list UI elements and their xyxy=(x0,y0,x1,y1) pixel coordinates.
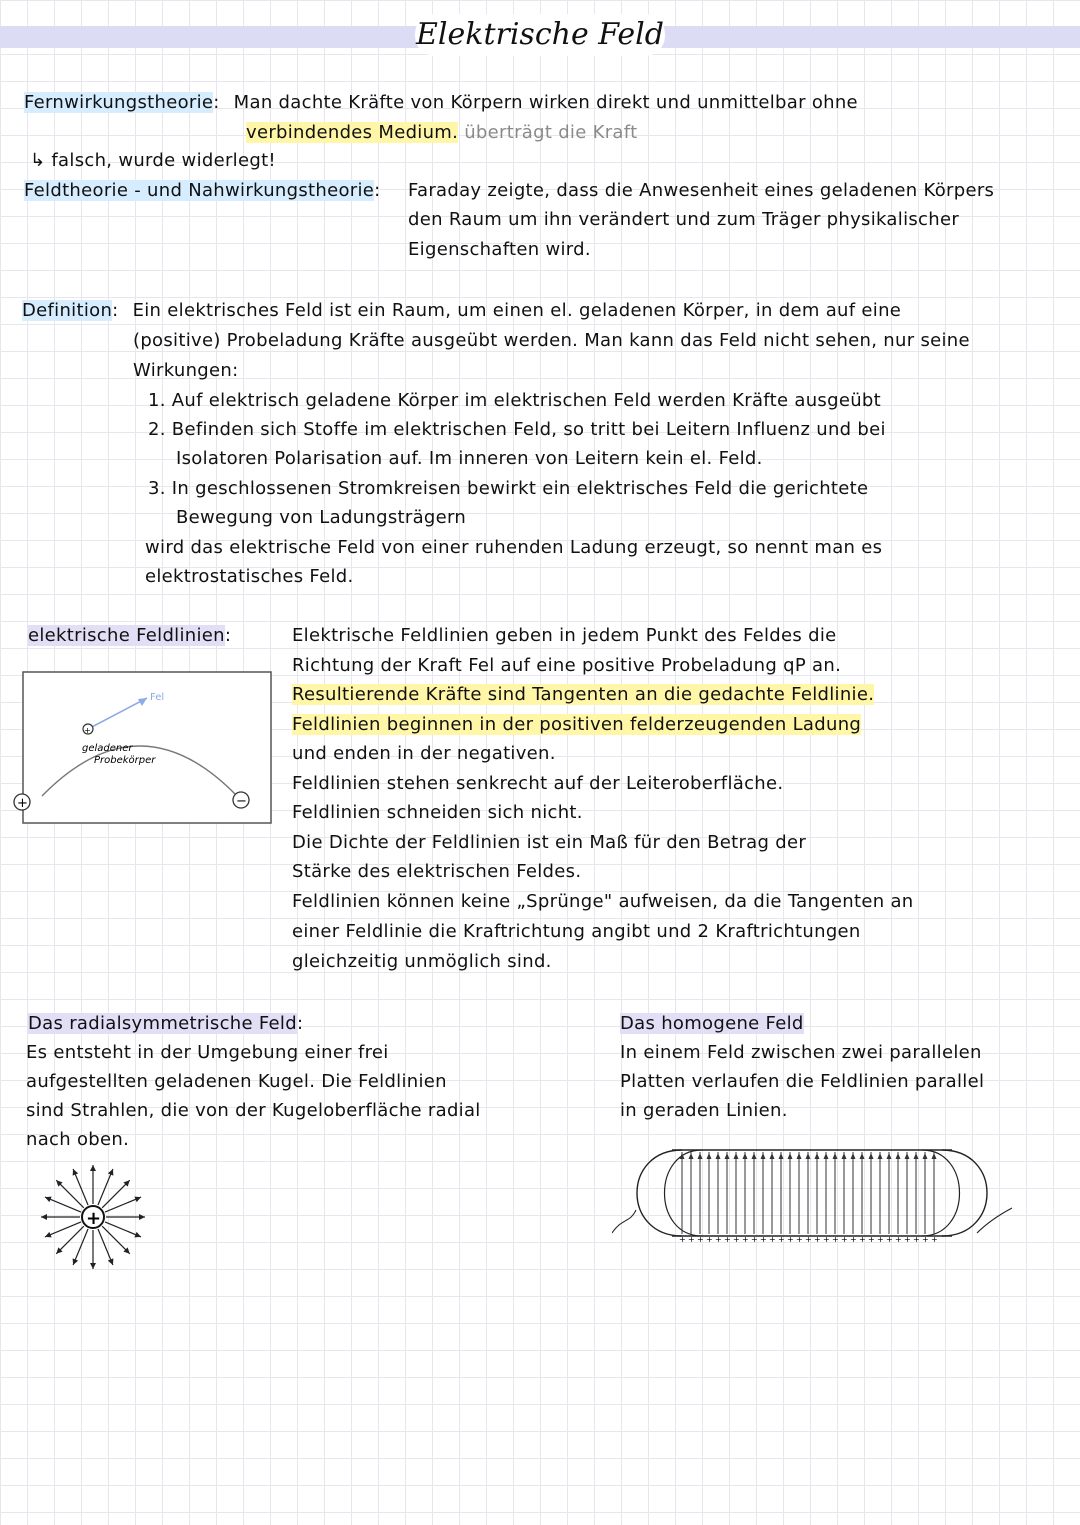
definition-item: Bewegung von Ladungsträgern xyxy=(176,507,467,528)
definition-item: Isolatoren Polarisation auf. Im inneren von Leitern kein el. Feld. xyxy=(176,448,763,469)
plate-charge-plus: + xyxy=(922,1235,929,1244)
radial-line: Es entsteht in der Umgebung einer frei xyxy=(26,1042,389,1063)
plate-charge-plus: + xyxy=(733,1235,740,1244)
fernwirkung-row: Fernwirkungstheorie: Man dachte Kräfte von Körpern wirken direkt und unmittelbar ohne xyxy=(24,92,858,113)
homogen-line: in geraden Linien. xyxy=(620,1100,788,1121)
field-arrowhead-icon xyxy=(761,1153,766,1159)
feldlinien-diagram xyxy=(22,671,272,824)
plate-charge-plus: + xyxy=(724,1235,731,1244)
radial-arrowhead-icon xyxy=(90,1165,96,1171)
plate-charge-plus: + xyxy=(688,1235,695,1244)
plate-charge-plus: + xyxy=(760,1235,767,1244)
probe-plus: + xyxy=(84,726,91,735)
field-arrowhead-icon xyxy=(815,1153,820,1159)
plate-charge-plus: + xyxy=(742,1235,749,1244)
field-arrowhead-icon xyxy=(860,1153,865,1159)
inner-arc-left xyxy=(665,1150,703,1236)
plate-charge-plus: + xyxy=(877,1235,884,1244)
radial-field-diagram xyxy=(38,1160,148,1275)
plate-charge-plus: + xyxy=(859,1235,866,1244)
fernwirkung-term: Fernwirkungstheorie xyxy=(24,92,214,113)
fernwirkung-line2-rest: überträgt die Kraft xyxy=(464,122,638,143)
probe-label-2: Probekörper xyxy=(94,755,156,766)
definition-term: Definition xyxy=(22,300,113,321)
plate-charge-plus: + xyxy=(931,1235,938,1244)
plate-charge-plus: + xyxy=(850,1235,857,1244)
field-arrowhead-icon xyxy=(905,1153,910,1159)
page-title: Elektrische Feld xyxy=(415,14,665,56)
plate-charge-plus: + xyxy=(715,1235,722,1244)
feldlinien-line: und enden in der negativen. xyxy=(292,743,556,764)
plate-charge-plus: + xyxy=(868,1235,875,1244)
arrow-right-icon: ↳ xyxy=(30,150,46,171)
homogen-line: Platten verlaufen die Feldlinien parallel xyxy=(620,1071,985,1092)
fringe-line-left xyxy=(612,1210,636,1233)
radial-arrowhead-icon xyxy=(41,1214,47,1220)
feldtheorie-line: Eigenschaften wird. xyxy=(408,239,591,260)
homogen-heading-row xyxy=(620,1013,804,1034)
feldlinien-line: einer Feldlinie die Kraftrichtung angibt und 2 Kraftrichtungen xyxy=(292,921,861,942)
plate-charge-plus: + xyxy=(895,1235,902,1244)
sphere-plus: + xyxy=(86,1208,102,1229)
field-arrowhead-icon xyxy=(752,1153,757,1159)
field-arrowhead-icon xyxy=(896,1153,901,1159)
feldlinien-line: Feldlinien schneiden sich nicht. xyxy=(292,802,583,823)
fernwirkung-consequence-row xyxy=(30,150,276,171)
field-arrowhead-icon xyxy=(914,1153,919,1159)
plate-charge-plus: + xyxy=(913,1235,920,1244)
fernwirkung-line1: Man dachte Kräfte von Körpern wirken direkt und unmittelbar ohne xyxy=(233,92,858,113)
field-arrowhead-icon xyxy=(716,1153,721,1159)
field-arrowhead-icon xyxy=(851,1153,856,1159)
field-arrowhead-icon xyxy=(770,1153,775,1159)
negative-sign: − xyxy=(236,794,247,809)
definition-line3: Wirkungen: xyxy=(133,360,239,381)
field-arrowhead-icon xyxy=(842,1153,847,1159)
radial-arrowhead-icon xyxy=(139,1214,145,1220)
feldlinien-line: Feldlinien stehen senkrecht auf der Leiteroberfläche. xyxy=(292,773,784,794)
feldlinien-highlight: Resultierende Kräfte sind Tangenten an die gedachte Feldlinie. xyxy=(292,684,875,705)
field-arrowhead-icon xyxy=(689,1153,694,1159)
field-arrowhead-icon xyxy=(932,1153,937,1159)
definition-static1: wird das elektrische Feld von einer ruhenden Ladung erzeugt, so nennt man es xyxy=(145,537,883,558)
definition-item: 3. In geschlossenen Stromkreisen bewirkt ein elektrisches Feld die gerichtete xyxy=(148,478,869,499)
field-arrowhead-icon xyxy=(887,1153,892,1159)
field-arrowhead-icon xyxy=(788,1153,793,1159)
feldlinien-line: Feldlinien können keine „Sprünge" aufweisen, da die Tangenten an xyxy=(292,891,914,912)
field-arrowhead-icon xyxy=(725,1153,730,1159)
radial-arrowhead-icon xyxy=(90,1263,96,1269)
homogeneous-field-diagram xyxy=(612,1138,1032,1248)
plate-charge-plus: + xyxy=(751,1235,758,1244)
definition-item: 1. Auf elektrisch geladene Körper im elektrischen Feld werden Kräfte ausgeübt xyxy=(148,390,881,411)
feldlinien-line xyxy=(292,714,861,735)
fernwirkung-medium: verbindendes Medium. xyxy=(246,122,459,143)
plate-charge-plus: + xyxy=(886,1235,893,1244)
force-label: Fel xyxy=(150,692,165,703)
field-arrowhead-icon xyxy=(806,1153,811,1159)
plate-charge-plus: + xyxy=(805,1235,812,1244)
feldtheorie-term-row: Feldtheorie - und Nahwirkungstheorie: xyxy=(24,180,381,201)
feldlinien-line: gleichzeitig unmöglich sind. xyxy=(292,951,552,972)
plate-charge-plus: + xyxy=(787,1235,794,1244)
fernwirkung-consequence: falsch, wurde widerlegt! xyxy=(51,150,276,171)
feldtheorie-line: den Raum um ihn verändert und zum Träger physikalischer xyxy=(408,209,960,230)
radial-line: nach oben. xyxy=(26,1129,130,1150)
field-arrowhead-icon xyxy=(833,1153,838,1159)
field-arrowhead-icon xyxy=(698,1153,703,1159)
feldlinien-line: Elektrische Feldlinien geben in jedem Punkt des Feldes die xyxy=(292,625,837,646)
feldlinien-term-row: elektrische Feldlinien: xyxy=(28,625,232,646)
homogen-line: In einem Feld zwischen zwei parallelen xyxy=(620,1042,982,1063)
feldlinien-highlight: Feldlinien beginnen in der positiven felderzeugenden Ladung xyxy=(292,714,862,735)
definition-static2: elektrostatisches Feld. xyxy=(145,566,354,587)
plate-charge-plus: + xyxy=(814,1235,821,1244)
feldlinien-term: elektrische Feldlinien xyxy=(28,625,225,646)
outer-arc-right xyxy=(942,1150,987,1236)
plate-charge-plus: + xyxy=(769,1235,776,1244)
plate-charge-plus: + xyxy=(697,1235,704,1244)
field-arrowhead-icon xyxy=(824,1153,829,1159)
probe-label-1: geladener xyxy=(82,743,133,754)
fernwirkung-row2 xyxy=(246,122,637,143)
positive-sign: + xyxy=(17,796,28,811)
field-arrowhead-icon xyxy=(797,1153,802,1159)
field-arrowhead-icon xyxy=(878,1153,883,1159)
field-arrowhead-icon xyxy=(680,1153,685,1159)
field-arrowhead-icon xyxy=(707,1153,712,1159)
plate-charge-plus: + xyxy=(904,1235,911,1244)
definition-line1: Ein elektrisches Feld ist ein Raum, um einen el. geladenen Körper, in dem auf eine xyxy=(132,300,902,321)
field-arrowhead-icon xyxy=(779,1153,784,1159)
plate-charge-plus: + xyxy=(841,1235,848,1244)
radial-line: aufgestellten geladenen Kugel. Die Feldlinien xyxy=(26,1071,447,1092)
feldtheorie-term: Feldtheorie - und Nahwirkungstheorie xyxy=(24,180,375,201)
positive-charge-icon xyxy=(10,791,34,813)
feldlinien-line: Stärke des elektrischen Feldes. xyxy=(292,861,582,882)
radial-heading: Das radialsymmetrische Feld xyxy=(28,1013,297,1034)
field-arrowhead-icon xyxy=(923,1153,928,1159)
plate-charge-plus: + xyxy=(832,1235,839,1244)
definition-line2: (positive) Probeladung Kräfte ausgeübt werden. Man kann das Feld nicht sehen, nur seine xyxy=(133,330,970,351)
homogen-heading: Das homogene Feld xyxy=(620,1013,804,1034)
plate-charge-plus: + xyxy=(796,1235,803,1244)
plate-charge-plus: + xyxy=(679,1235,686,1244)
field-arrowhead-icon xyxy=(869,1153,874,1159)
radial-line: sind Strahlen, die von der Kugeloberfläche radial xyxy=(26,1100,481,1121)
definition-item: 2. Befinden sich Stoffe im elektrischen Feld, so tritt bei Leitern Influenz und bei xyxy=(148,419,886,440)
feldtheorie-line: Faraday zeigte, dass die Anwesenheit eines geladenen Körpers xyxy=(408,180,995,201)
field-arrowhead-icon xyxy=(734,1153,739,1159)
radial-heading-row: Das radialsymmetrische Feld: xyxy=(28,1013,304,1034)
fringe-line-right xyxy=(977,1208,1012,1233)
plate-charge-plus: + xyxy=(706,1235,713,1244)
outer-arc-left xyxy=(637,1150,682,1236)
plate-charge-plus: + xyxy=(778,1235,785,1244)
inner-arc-right xyxy=(922,1150,960,1236)
feldlinien-line: Richtung der Kraft Fel auf eine positive Probeladung qP an. xyxy=(292,655,842,676)
field-arrowhead-icon xyxy=(743,1153,748,1159)
feldlinien-line: Die Dichte der Feldlinien ist ein Maß für den Betrag der xyxy=(292,832,807,853)
plate-charge-plus: + xyxy=(823,1235,830,1244)
definition-row: Definition: Ein elektrisches Feld ist ein Raum, um einen el. geladenen Körper, in dem auf eine xyxy=(22,300,902,321)
feldlinien-line xyxy=(292,684,874,705)
